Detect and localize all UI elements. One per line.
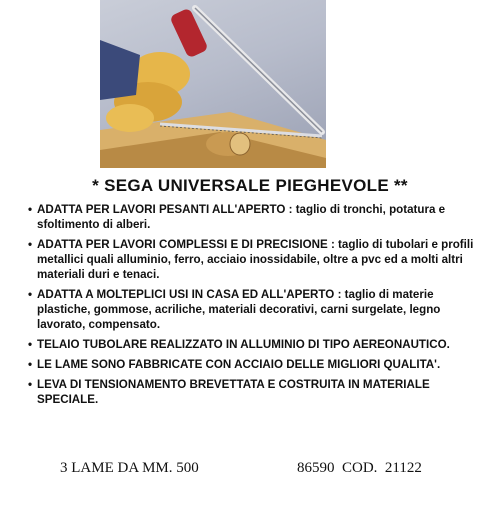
feature-item: [28, 337, 490, 352]
feature-list: [28, 202, 490, 412]
product-code: 86590 COD. 21122: [297, 460, 422, 476]
saw-photo-icon: [100, 0, 326, 168]
feature-heading: TELAIO TUBOLARE REALIZZATO IN ALLUMINIO DI TIPO AEREONAUTICO.: [37, 338, 450, 351]
feature-item: [28, 377, 490, 407]
feature-heading: ADATTA PER LAVORI PESANTI ALL'APERTO: [37, 203, 286, 216]
product-footer: [0, 460, 500, 480]
feature-heading: ADATTA A MOLTEPLICI USI IN CASA ED ALL'APERTO: [37, 288, 335, 301]
feature-text: : taglio di tronchi, potatura e sfoltimento di alberi.: [37, 203, 446, 231]
bullet-icon: •: [28, 203, 33, 216]
feature-heading: ADATTA PER LAVORI COMPLESSI E DI PRECISIONE: [37, 238, 328, 251]
bullet-icon: •: [28, 238, 33, 251]
bullet-icon: •: [28, 358, 33, 371]
feature-text: : taglio di tubolari e profili metallici quali alluminio, ferro, acciaio inossidabile, oltre a pvc ed a molti altri materiali duri e tenaci.: [37, 238, 474, 281]
bullet-icon: •: [28, 378, 33, 391]
feature-item: [28, 237, 490, 282]
feature-text: : taglio di materie plastiche, gommose, acriliche, materiali decorativi, carni surgelate, legno lavorato, compensato.: [37, 288, 441, 331]
product-photo: [100, 0, 326, 168]
blades-info: 3 LAME DA MM. 500: [60, 460, 199, 476]
page-title: * SEGA UNIVERSALE PIEGHEVOLE **: [92, 176, 408, 195]
feature-item: [28, 202, 490, 232]
feature-heading: LEVA DI TENSIONAMENTO BREVETTATA E COSTRUITA IN MATERIALE SPECIALE.: [37, 378, 430, 406]
feature-item: [28, 287, 490, 332]
feature-heading: LE LAME SONO FABBRICATE CON ACCIAIO DELLE MIGLIORI QUALITA'.: [37, 358, 441, 371]
bullet-icon: •: [28, 288, 33, 301]
feature-item: [28, 357, 490, 372]
bullet-icon: •: [28, 338, 33, 351]
